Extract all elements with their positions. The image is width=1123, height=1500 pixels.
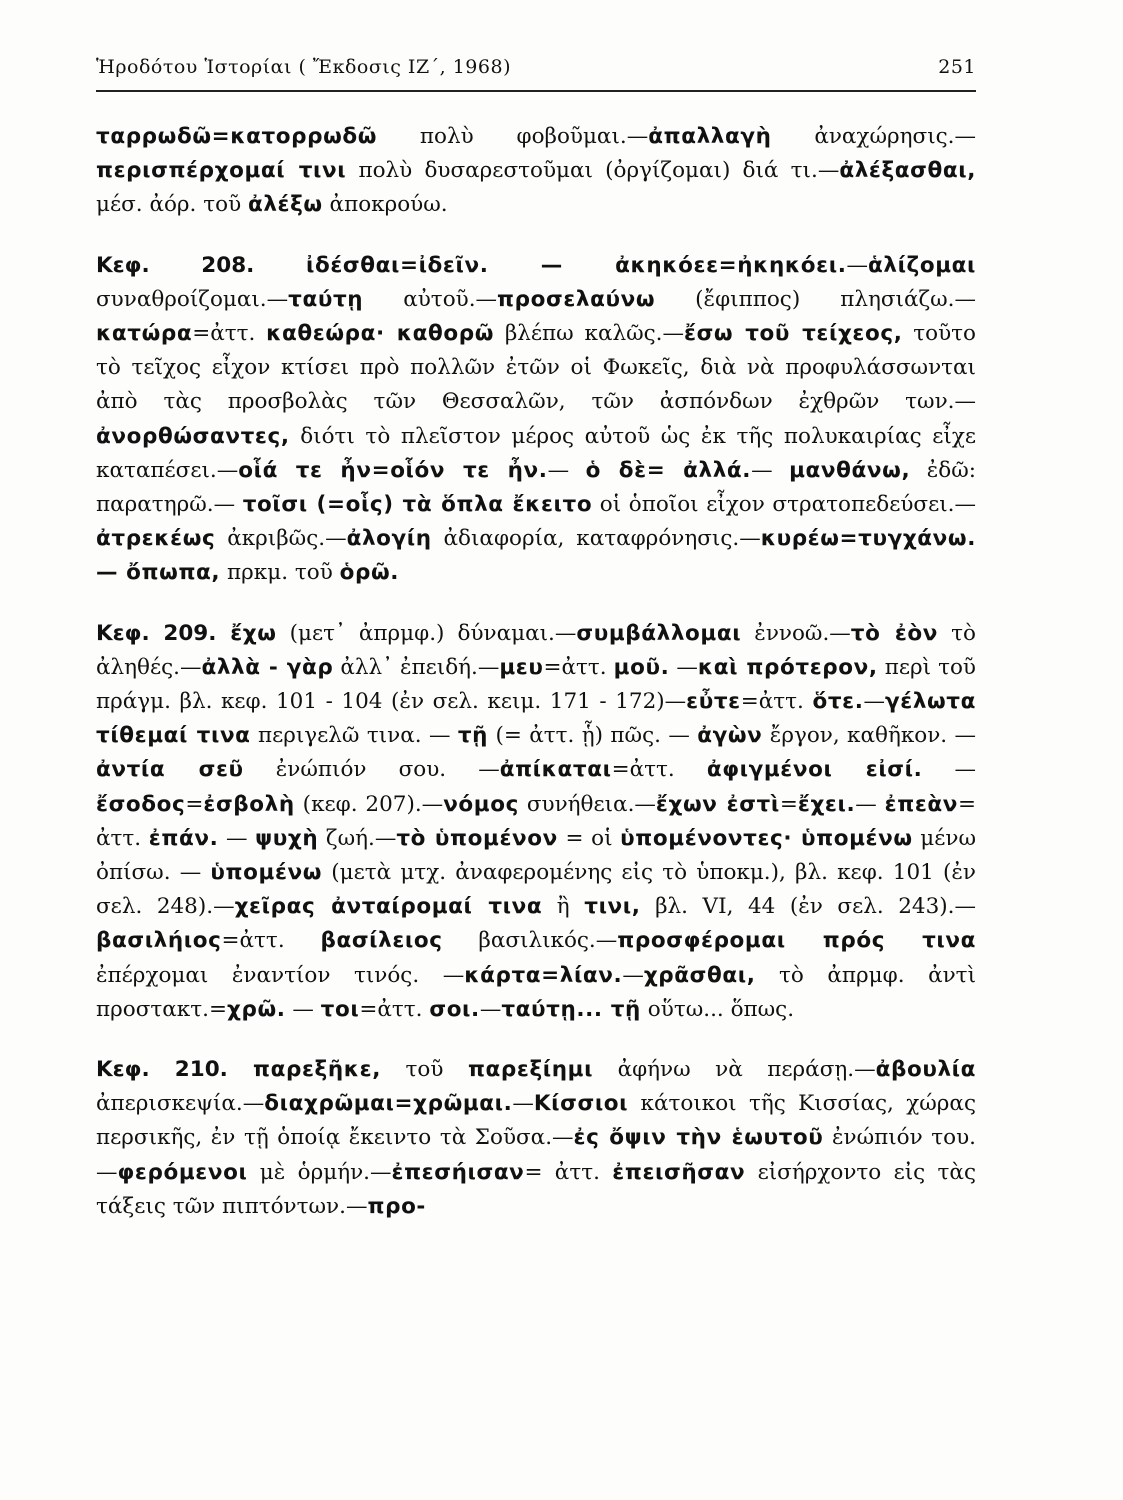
lemma-term: ἰδέσθαι=ἰδεῖν. — ἀκηκόεε=ἠκηκόει. (305, 252, 847, 278)
lemma-term: ἐσβολὴ (203, 791, 295, 817)
gloss-text: ἀπερισκεψία.— (96, 1091, 265, 1117)
lemma-term: ταύτῃ (288, 286, 364, 312)
lemma-term: ἐπεισῆσαν (612, 1159, 746, 1185)
lemma-term: ἀτρεκέως (96, 526, 216, 552)
gloss-text: τὸ ἀπρμφ. ἀντὶ προστακτ.= (96, 962, 976, 1022)
lemma-term: ἐπεσήισαν (391, 1159, 525, 1185)
lemma-term: εὖτε (686, 689, 741, 715)
gloss-text: τὸ ἀληθές.— (96, 620, 976, 680)
gloss-text: περὶ τοῦ πράγμ. βλ. κεφ. 101 - 104 (ἐν σελ. κειμ. 171 - 172)— (96, 654, 976, 715)
lemma-term: τοι (320, 996, 360, 1022)
gloss-text: — (285, 996, 321, 1022)
lemma-term: Κίσσιοι (533, 1091, 629, 1117)
lemma-term: ἁλίζομαι (868, 252, 976, 278)
running-title: Ἡροδότου Ἱστορίαι ( Ἔκδοσις ΙΖ΄, 1968) (96, 56, 511, 78)
lemma-term: τῇ (457, 723, 489, 749)
gloss-text: — (512, 1091, 534, 1117)
glossary-text (96, 120, 976, 1250)
gloss-text: πρκμ. τοῦ (220, 560, 340, 586)
gloss-text: ἐνώπιόν του.— (96, 1125, 977, 1185)
gloss-text: ἐννοῶ.— (741, 620, 851, 646)
lemma-term: ἀγὼν (697, 723, 763, 749)
gloss-text: μένω ὀπίσω. — (96, 825, 976, 886)
gloss-text: =ἀττ. (740, 689, 813, 715)
gloss-text: =ἀττ. (359, 996, 430, 1022)
lemma-term: κατώρα (96, 321, 193, 347)
lemma-term: ἀλογίη (346, 526, 432, 552)
gloss-text: = οἱ (557, 825, 621, 851)
gloss-text: (= ἀττ. ᾗ) πῶς. — (488, 723, 698, 749)
lemma-term: ἀλέξασθαι, (839, 158, 976, 184)
lemma-term: ἀλλὰ - γὰρ (201, 654, 334, 680)
lemma-term: παρεξῆκε, (253, 1057, 381, 1083)
lemma-term: παρεξίημι (467, 1057, 594, 1083)
gloss-text: οὕτω... ὅπως. (640, 996, 795, 1022)
chapter-heading: Κεφ. 209. (96, 620, 231, 646)
gloss-text: — (547, 457, 586, 483)
lemma-term: χρᾶσθαι, (643, 962, 756, 988)
lemma-term: νόμος (443, 791, 519, 817)
chapter-heading: Κεφ. 210. (96, 1057, 254, 1083)
chapter-heading: Κεφ. 208. (96, 252, 306, 278)
lemma-term: περισπέρχομαί τινι (96, 158, 347, 184)
gloss-text: βλ. VI, 44 (ἐν σελ. 243).— (640, 894, 976, 920)
lemma-term: διαχρῶμαι=χρῶμαι. (264, 1091, 513, 1117)
lemma-term: ὑπομένοντες· ὑπομένω (620, 825, 913, 851)
gloss-text: μέσ. ἀόρ. τοῦ (96, 192, 248, 218)
gloss-text: — (218, 825, 256, 851)
gloss-text: — (863, 689, 885, 715)
lemma-term: ἀλέξω (247, 192, 323, 218)
gloss-text: = (185, 791, 204, 817)
gloss-text: εἰσήρχοντο εἰς τὰς τάξεις τῶν πιπτόντων.— (96, 1159, 976, 1219)
gloss-text: =ἀττ. (221, 928, 321, 954)
gloss-text: ἀναχώρησις.— (771, 124, 976, 149)
gloss-text: ἢ (542, 894, 585, 920)
lemma-term: χρῶ. (226, 996, 286, 1022)
gloss-text: — (846, 252, 868, 278)
lemma-term: τὸ ὑπομένον (396, 825, 558, 851)
gloss-text: (μετὰ μτχ. ἀναφερομένης εἰς τὸ ὑποκμ.), βλ. κεφ. 101 (ἐν σελ. 248).— (96, 860, 976, 920)
lemma-term: χεῖρας ἀνταίρομαί τινα (234, 894, 543, 920)
page-number: 251 (938, 56, 976, 78)
lemma-term: βασιλήιος (96, 928, 222, 954)
lemma-term: ἀπίκαται (499, 757, 612, 783)
lemma-term: τοῖσι (=οἷς) τὰ ὅπλα ἔκειτο (242, 492, 593, 518)
gloss-text: ἐπέρχομαι ἐναντίον τινός. — (96, 962, 465, 988)
lemma-term: ὁ δὲ= ἀλλά. (585, 457, 752, 483)
lemma-term: ἔχει. (797, 791, 856, 817)
lemma-term: φερόμενοι (117, 1159, 248, 1185)
lemma-term: κυρέω=τυγχάνω. — ὄπωπα, (96, 526, 976, 586)
lemma-term: συμβάλλομαι (576, 620, 742, 646)
lemma-term: τινι, (584, 894, 641, 920)
lemma-term: γέλωτα τίθεμαί τινα (96, 689, 976, 749)
lemma-term: ἐπεὰν (884, 791, 958, 817)
gloss-text: βασιλικός.— (442, 928, 618, 954)
lemma-term: καθεώρα· καθορῶ (266, 321, 495, 347)
gloss-text: κάτοικοι τῆς Κισσίας, χώρας περσικῆς, ἐν τῇ ὁποίᾳ ἔκειντο τὰ Σοῦσα.— (96, 1091, 976, 1151)
lemma-term: ἔσω τοῦ τείχεος, (684, 321, 903, 347)
lemma-term: μοῦ. (613, 654, 670, 680)
gloss-text: — (855, 791, 885, 817)
lemma-term: ἔχω (230, 620, 277, 646)
lemma-term: καὶ πρότερον, (697, 654, 878, 680)
gloss-text: ἐνώπιόν σου. — (243, 757, 500, 783)
paragraph-chapter-208 (96, 249, 976, 591)
gloss-text: — (922, 757, 976, 783)
gloss-text: (ἔφιππος) πλησιάζω.— (655, 286, 976, 312)
gloss-text: βλέπω καλῶς.— (494, 321, 684, 347)
gloss-text: ἔργον, καθῆκον. — (762, 723, 977, 749)
running-header (96, 56, 976, 78)
gloss-text: =ἀττ. (192, 321, 267, 347)
gloss-text: ἐδῶ: παρατηρῶ.— (96, 457, 977, 518)
lemma-term: τὸ ἐὸν (850, 620, 939, 646)
gloss-text: ἀφήνω νὰ περάσῃ.— (593, 1057, 876, 1083)
gloss-text: — (479, 996, 502, 1022)
lemma-term: ψυχὴ (255, 825, 319, 851)
gloss-text: = (779, 791, 798, 817)
header-rule (96, 90, 976, 92)
gloss-text: =ἀττ. (543, 654, 614, 680)
lemma-term: ταύτῃ... τῇ (501, 996, 641, 1022)
paragraph-chapter-210 (96, 1053, 976, 1224)
lemma-term: ἐπάν. (148, 825, 219, 851)
gloss-text: (κεφ. 207).— (294, 791, 444, 817)
lemma-term: προσφέρομαι πρός τινα (617, 928, 976, 954)
gloss-text: μὲ ὁρμήν.— (247, 1159, 392, 1185)
lemma-term: ἐς ὄψιν τὴν ἑωυτοῦ (573, 1125, 824, 1151)
lemma-term: σοι. (429, 996, 480, 1022)
lemma-term: ἔσοδος (96, 791, 186, 817)
gloss-text: τοῦ (380, 1057, 468, 1083)
gloss-text: πολὺ δυσαρεστοῦμαι (ὀργίζομαι) διά τι.— (346, 158, 840, 184)
gloss-text: περιγελῶ τινα. — (250, 723, 458, 749)
lemma-term: μανθάνω, (789, 457, 911, 483)
paragraph-chapter-209 (96, 617, 976, 1027)
lemma-term: προ- (367, 1193, 426, 1219)
lemma-term: ἀνορθώσαντες, (96, 423, 290, 449)
gloss-text: οἱ ὁποῖοι εἶχον στρατοπεδεύσει.— (592, 492, 976, 518)
gloss-text: = ἀττ. (96, 791, 977, 851)
gloss-text: ζωή.— (318, 825, 397, 851)
lemma-term: ταρρωδῶ=κατορρωδῶ (96, 124, 378, 149)
gloss-text: — (751, 457, 790, 483)
lemma-term: κάρτα=λίαν. (464, 962, 623, 988)
gloss-text: = ἀττ. (524, 1159, 613, 1185)
gloss-text: =ἀττ. (611, 757, 707, 783)
lemma-term: ὑπομένω (210, 860, 323, 886)
lemma-term: ἀβουλία (875, 1057, 976, 1083)
lemma-term: ἔχων ἐστὶ (655, 791, 780, 817)
lemma-term: βασίλειος (320, 928, 443, 954)
gloss-text: — (669, 654, 698, 680)
gloss-text: — (622, 962, 644, 988)
gloss-text: ἀλλ᾽ ἐπειδή.— (333, 654, 500, 680)
lemma-term: μευ (499, 654, 544, 680)
gloss-text: ἀκριβῶς.— (215, 526, 347, 552)
lemma-term: ἀπαλλαγὴ (648, 124, 772, 149)
lemma-term: οἷά τε ἦν=οἷόν τε ἦν. (238, 457, 548, 483)
lemma-term: ἀφιγμένοι εἰσί. (706, 757, 923, 783)
lemma-term: ὅτε. (812, 689, 864, 715)
gloss-text: ἀποκρούω. (322, 192, 448, 218)
lemma-term: ἀντία σεῦ (96, 757, 244, 783)
gloss-text: (μετ᾽ ἀπρμφ.) δύναμαι.— (276, 620, 577, 646)
gloss-text: συνήθεια.— (518, 791, 656, 817)
gloss-text: αὐτοῦ.— (363, 286, 498, 312)
gloss-text: συναθροίζομαι.— (96, 286, 289, 312)
gloss-text: ἀδιαφορία, καταφρόνησις.— (431, 526, 761, 552)
lemma-term: ὁρῶ. (339, 560, 400, 586)
gloss-text: διότι τὸ πλεῖστον μέρος αὐτοῦ ὡς ἐκ τῆς πολυκαιρίας εἶχε καταπέσει.— (96, 423, 976, 483)
lemma-term: προσελαύνω (497, 286, 656, 312)
gloss-text: τοῦτο τὸ τεῖχος εἶχον κτίσει πρὸ πολλῶν ἐτῶν οἱ Φωκεῖς, διὰ νὰ προφυλάσσωνται ἀπὸ τὰς προσβολὰς τῶν Θεσσαλῶν, τῶν ἀσπόνδων ἐχθρῶν των.— (96, 321, 976, 415)
paragraph-intro (96, 120, 976, 223)
gloss-text: πολὺ φοβοῦμαι.— (377, 124, 649, 149)
